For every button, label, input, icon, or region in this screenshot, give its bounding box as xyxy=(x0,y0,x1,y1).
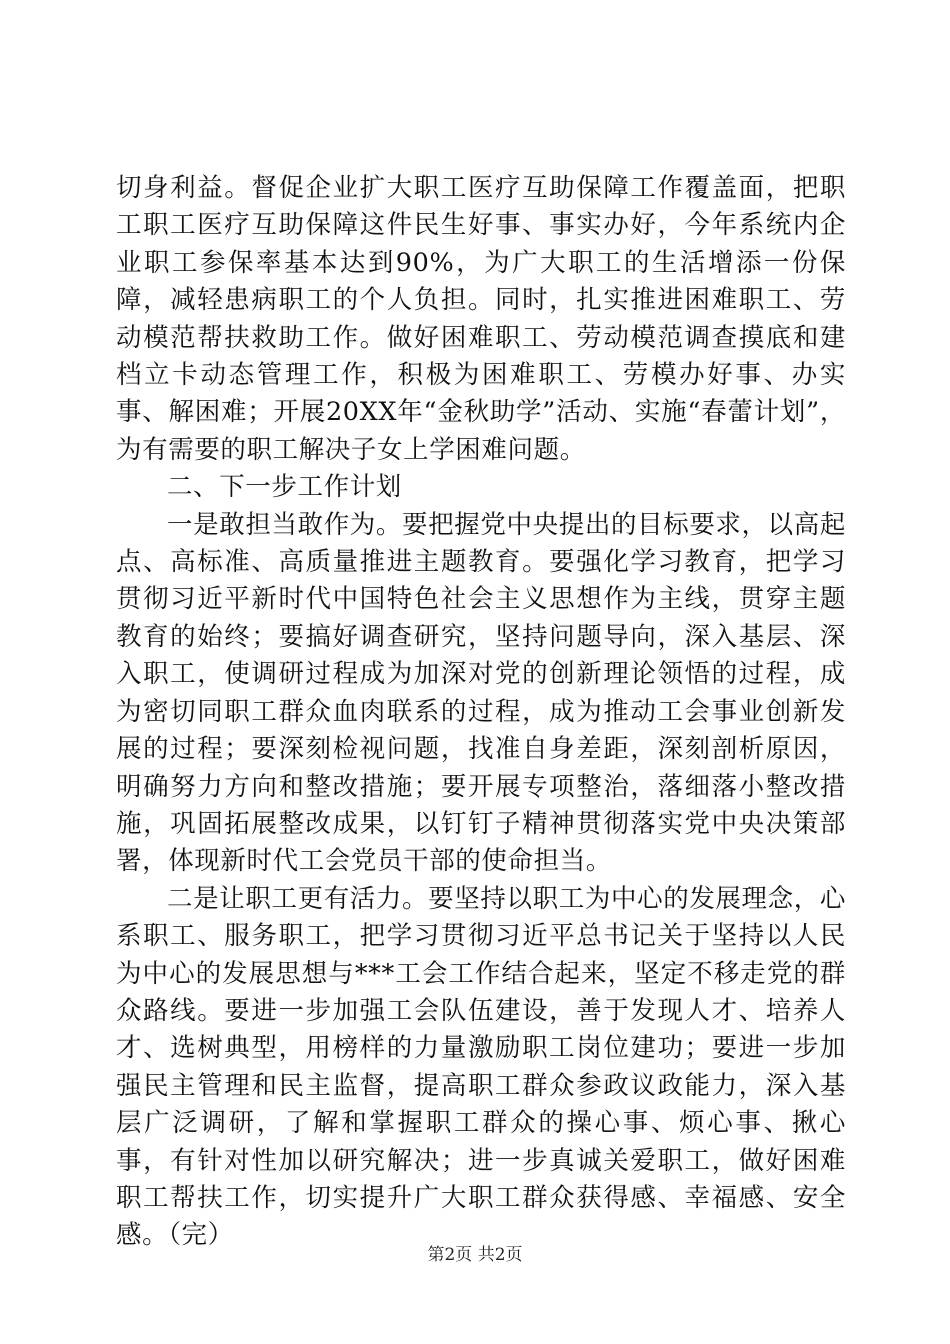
paragraph-plan-two: 二是让职工更有活力。要坚持以职工为中心的发展理念，心系职工、服务职工，把学习贯彻习近平总书记关于坚持以人民为中心的发展思想与***工会工作结合起来，坚定不移走党的群众路线。要进一步加强工会队伍建设，善于发现人才、培养人才、选树典型，用榜样的力量激励职工岗位建功；要进一步加强民主管理和民主监督，提高职工群众参政议政能力，深入基层广泛调研，了解和掌握职工群众的操心事、烦心事、揪心事，有针对性加以研究解决；进一步真诚关爱职工，做好困难职工帮扶工作，切实提升广大职工群众获得感、幸福感、安全感。（完） xyxy=(116,883,846,1251)
section-heading: 二、下一步工作计划 xyxy=(167,472,402,503)
paragraph-continuation: 切身利益。督促企业扩大职工医疗互助保障工作覆盖面，把职工职工医疗互助保障这件民生好事、事实办好，今年系统内企业职工参保率基本达到90%，为广大职工的生活增添一份保障，减轻患病职工的个人负担。同时，扎实推进困难职工、劳动模范帮扶救助工作。做好困难职工、劳动模范调查摸底和建档立卡动态管理工作，积极为困难职工、劳模办好事、办实事、解困难；开展20XX年“金秋助学”活动、实施“春蕾计划”，为有需要的职工解决子女上学困难问题。 xyxy=(116,173,846,465)
document-body xyxy=(116,170,846,1255)
page-footer: 第2页 共2页 xyxy=(427,1245,523,1265)
paragraph-plan-one: 一是敢担当敢作为。要把握党中央提出的目标要求，以高起点、高标准、高质量推进主题教育。要强化学习教育，把学习贯彻习近平新时代中国特色社会主义思想作为主线，贯穿主题教育的始终；要搞好调查研究，坚持问题导向，深入基层、深入职工，使调研过程成为加深对党的创新理论领悟的过程，成为密切同职工群众血肉联系的过程，成为推动工会事业创新发展的过程；要深刻检视问题，找准自身差距，深刻剖析原因，明确努力方向和整改措施；要开展专项整治，落细落小整改措施，巩固拓展整改成果，以钉钉子精神贯彻落实党中央决策部署，体现新时代工会党员干部的使命担当。 xyxy=(116,509,846,877)
